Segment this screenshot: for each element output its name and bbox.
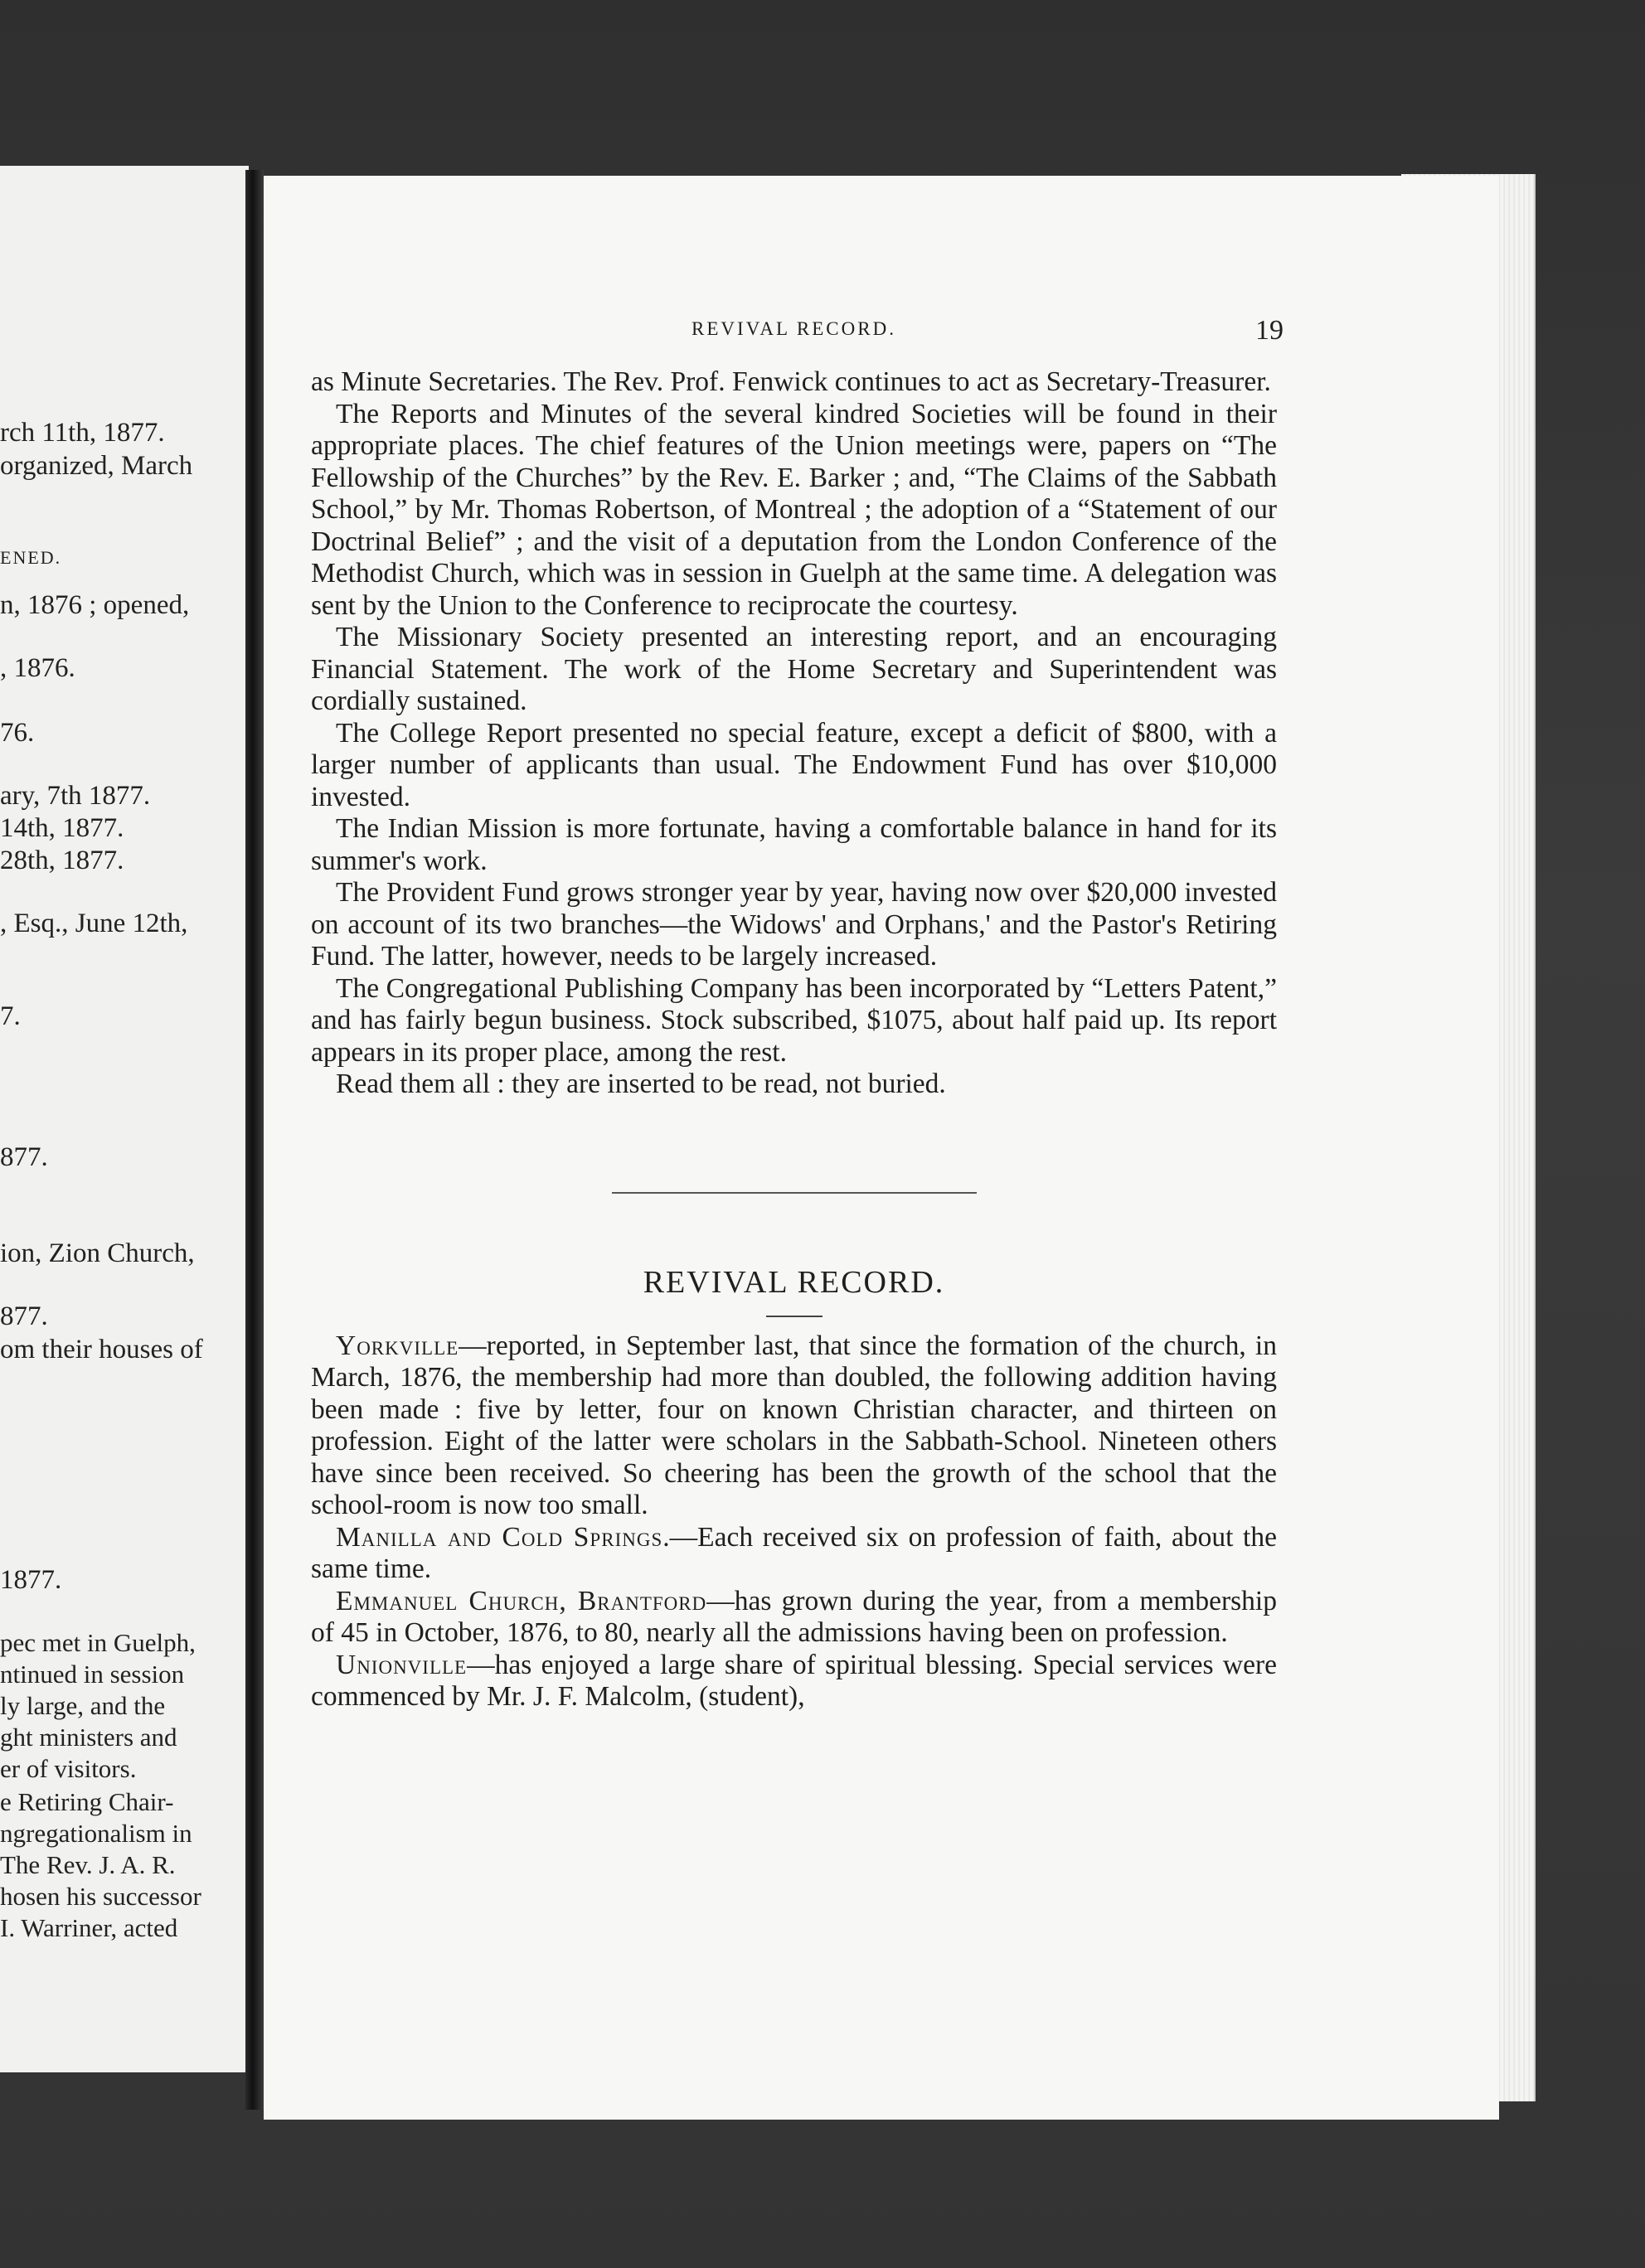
revival-record-entry <box>311 1650 1277 1713</box>
record-place: Emmanuel Church, Brantford <box>336 1585 707 1616</box>
left-page-line: 877. <box>0 1142 48 1172</box>
paragraph: The Indian Mission is more fortunate, having a comfortable balance in hand for its summer's work. <box>311 813 1277 876</box>
record-text: —has grown during the year, from a membership of 45 in October, 1876, to 80, nearly all the admissions having been on profession. <box>311 1585 1277 1648</box>
record-place: Yorkville <box>336 1330 459 1361</box>
left-page-line: 877. <box>0 1301 48 1331</box>
paragraph: The Reports and Minutes of the several kindred Societies will be found in their appropriate places. The chief features of the Union meetings were, papers on “The Fellowship of the Churches” by the Rev. E. Barker ; and, “The Claims of the Sabbath School,” by Mr. Thomas Robertson, of Montreal ; the adoption of a “Statement of our Doctrinal Belief” ; and the visit of a deputation from the London Conference of the Methodist Church, which was in session in Guelph at the same time. A delegation was sent by the Union to the Conference to reciprocate the courtesy. <box>311 398 1277 621</box>
left-page-line: ngregationalism in <box>0 1819 192 1848</box>
page-content <box>311 315 1283 1713</box>
left-page-line: , 1876. <box>0 653 75 683</box>
left-page-line: e Retiring Chair- <box>0 1787 174 1816</box>
paragraph: as Minute Secretaries. The Rev. Prof. Fenwick continues to act as Secretary-Treasurer. <box>311 366 1271 397</box>
revival-record-entry <box>311 1586 1277 1650</box>
left-page-line: ion, Zion Church, <box>0 1238 195 1268</box>
left-page-line: ary, 7th 1877. <box>0 781 151 811</box>
left-page-line: 1877. <box>0 1565 62 1595</box>
left-page-line: rch 11th, 1877. <box>0 418 165 448</box>
section-heading: REVIVAL RECORD. <box>643 1264 945 1300</box>
left-page-line: I. Warriner, acted <box>0 1913 178 1942</box>
running-title: REVIVAL RECORD. <box>691 318 896 339</box>
left-page-line: 7. <box>0 1001 21 1031</box>
left-page-line: er of visitors. <box>0 1754 137 1783</box>
left-page-line: The Rev. J. A. R. <box>0 1850 176 1879</box>
left-page-line: ENED. <box>0 547 62 568</box>
record-place: Manilla and Cold Springs <box>336 1521 663 1553</box>
revival-record-entry <box>311 1522 1277 1586</box>
paragraph: The Missionary Society presented an interesting report, and an encouraging Financial Statement. The work of the Home Secretary and Superintendent was cordially sustained. <box>311 622 1277 716</box>
paragraph: The Provident Fund grows stronger year by year, having now over $20,000 invested on account of its two branches—the Widows' and Orphans,' and the Pastor's Retiring Fund. The latter, however, needs to be largely increased. <box>311 877 1277 972</box>
left-page-line: , Esq., June 12th, <box>0 909 188 938</box>
left-page-line: n, 1876 ; opened, <box>0 590 190 620</box>
revival-record-entry <box>311 1330 1277 1522</box>
page-number: 19 <box>1255 315 1283 346</box>
left-page-line: organized, March <box>0 451 193 481</box>
left-page-line: pec met in Guelph, <box>0 1628 196 1657</box>
left-page <box>0 166 249 2072</box>
left-page-line: hosen his successor <box>0 1882 201 1911</box>
left-page-line: om their houses of <box>0 1335 203 1364</box>
paragraph: Read them all : they are inserted to be read, not buried. <box>336 1069 946 1099</box>
left-page-line: 14th, 1877. <box>0 813 124 843</box>
paragraph: The Congregational Publishing Company has been incorporated by “Letters Patent,” and has fairly begun business. Stock subscribed, $1075, about half paid up. Its report appears in its proper place, among the rest. <box>311 972 1277 1068</box>
left-page-line: ght ministers and <box>0 1723 177 1752</box>
left-page-line: ntinued in session <box>0 1660 185 1689</box>
left-page-line: ly large, and the <box>0 1691 166 1720</box>
record-place: Unionville <box>336 1649 468 1680</box>
left-page-line: 28th, 1877. <box>0 846 124 875</box>
record-text: —reported, in September last, that since the formation of the church, in March, 1876, the membership had more than doubled, the following addition having been made : five by letter, four on known Christian character, and thirteen on profession. Eight of the latter were scholars in the Sabbath-School. Nineteen others have since been received. So cheering has been the growth of the school that the school-room is now too small. <box>311 1330 1277 1520</box>
record-text: .—Each received six on profession of faith, about the same time. <box>311 1521 1277 1584</box>
paragraph: The College Report presented no special feature, except a deficit of $800, with a larger number of applicants than usual. The Endowment Fund has over $10,000 invested. <box>311 717 1277 812</box>
record-text: —has enjoyed a large share of spiritual blessing. Special services were commenced by Mr. J. F. Malcolm, (student), <box>311 1649 1277 1712</box>
running-head <box>311 315 1283 348</box>
heading-underline <box>766 1316 822 1317</box>
book-gutter <box>245 170 264 2110</box>
section-divider <box>612 1192 977 1194</box>
left-page-line: 76. <box>0 718 35 748</box>
